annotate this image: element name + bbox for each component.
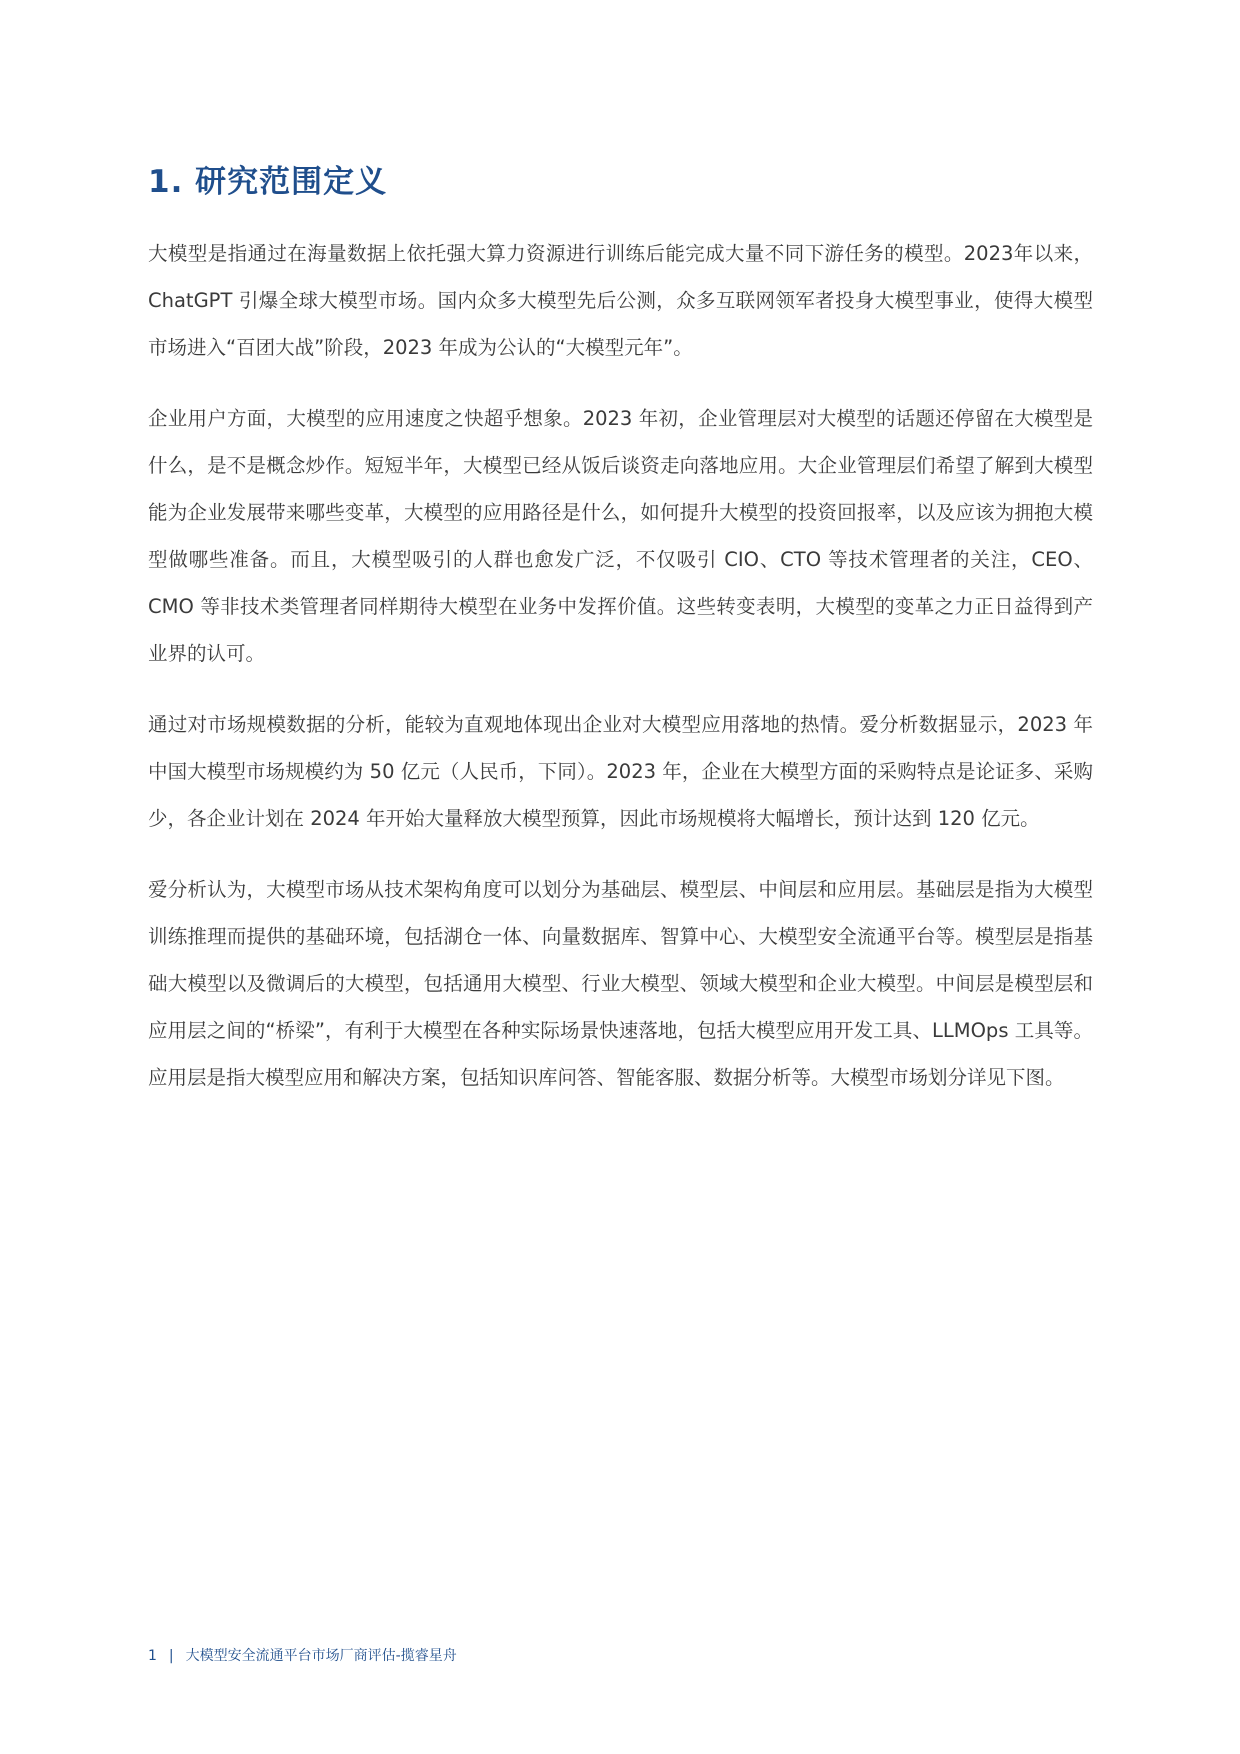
paragraph-1: 大模型是指通过在海量数据上依托强大算力资源进行训练后能完成大量不同下游任务的模型。2023年以来，ChatGPT 引爆全球大模型市场。国内众多大模型先后公测，众多互联网领军者投身大模型事业，使得大模型市场进入“百团大战”阶段，2023 年成为公认的“大模型元年”。: [148, 242, 1093, 359]
paragraph-2: 企业用户方面，大模型的应用速度之快超乎想象。2023 年初，企业管理层对大模型的话题还停留在大模型是什么，是不是概念炒作。短短半年，大模型已经从饭后谈资走向落地应用。大企业管理层们希望了解到大模型能为企业发展带来哪些变革，大模型的应用路径是什么，如何提升大模型的投资回报率，以及应该为拥抱大模型做哪些准备。而且，大模型吸引的人群也愈发广泛，不仅吸引 CIO、CTO 等技术管理者的关注，CEO、CMO 等非技术类管理者同样期待大模型在业务中发挥价值。这些转变表明，大模型的变革之力正日益得到产业界的认可。: [148, 407, 1093, 665]
paragraph-3: 通过对市场规模数据的分析，能较为直观地体现出企业对大模型应用落地的热情。爱分析数据显示，2023 年中国大模型市场规模约为 50 亿元（人民币，下同）。2023 年，企业在大模型方面的采购特点是论证多、采购少，各企业计划在 2024 年开始大量释放大模型预算，因此市场规模将大幅增长，预计达到 120 亿元。: [148, 713, 1093, 830]
footer-title: 大模型安全流通平台市场厂商评估-揽睿星舟: [185, 1648, 457, 1664]
page-footer: [148, 1645, 457, 1665]
section-heading: 1. 研究范围定义: [148, 164, 388, 200]
page-number: 1: [148, 1648, 157, 1664]
paragraph-4: 爱分析认为，大模型市场从技术架构角度可以划分为基础层、模型层、中间层和应用层。基础层是指为大模型训练推理而提供的基础环境，包括湖仓一体、向量数据库、智算中心、大模型安全流通平台等。模型层是指基础大模型以及微调后的大模型，包括通用大模型、行业大模型、领域大模型和企业大模型。中间层是模型层和应用层之间的“桥梁”，有利于大模型在各种实际场景快速落地，包括大模型应用开发工具、LLMOps 工具等。应用层是指大模型应用和解决方案，包括知识库问答、智能客服、数据分析等。大模型市场划分详见下图。: [148, 878, 1093, 1089]
footer-separator: |: [168, 1648, 174, 1664]
body-text: [148, 230, 1093, 1125]
